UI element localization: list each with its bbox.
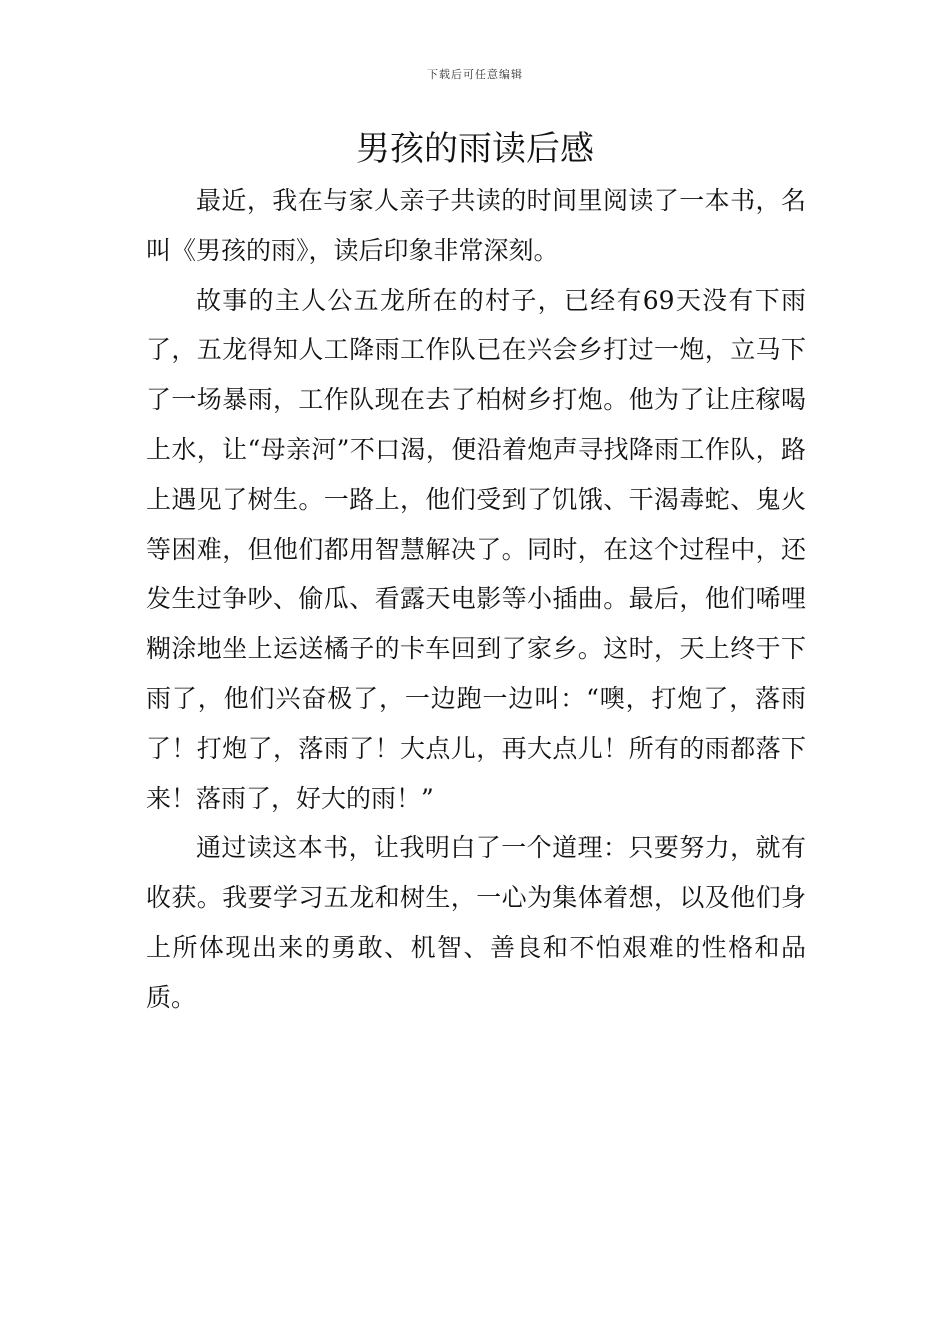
page-title: 男孩的雨读后感 xyxy=(356,129,594,169)
paragraph-1: 最近，我在与家人亲子共读的时间里阅读了一本书，名叫《男孩的雨》，读后印象非常深刻。 xyxy=(146,186,806,265)
paragraph-2: 故事的主人公五龙所在的村子，已经有69天没有下雨了，五龙得知人工降雨工作队已在兴会乡打过一炮，立马下了一场暴雨，工作队现在去了柏树乡打炮。他为了让庄稼喝上水，让“母亲河”不口渴，便沿着炮声寻找降雨工作队，路上遇见了树生。一路上，他们受到了饥饿、干渴毒蛇、鬼火等困难，但他们都用智慧解决了。同时，在这个过程中，还发生过争吵、偷瓜、看露天电影等小插曲。最后，他们唏哩糊涂地坐上运送橘子的卡车回到了家乡。这时，天上终于下雨了，他们兴奋极了，一边跑一边叫：“噢，打炮了，落雨了！打炮了，落雨了！大点儿，再大点儿！所有的雨都落下来！落雨了，好大的雨！” xyxy=(146,285,806,813)
article-body xyxy=(146,176,806,1023)
header-note: 下载后可任意编辑 xyxy=(427,68,523,81)
paragraph-3: 通过读这本书，让我明白了一个道理：只要努力，就有收获。我要学习五龙和树生，一心为集体着想，以及他们身上所体现出来的勇敢、机智、善良和不怕艰难的性格和品质。 xyxy=(146,833,806,1012)
